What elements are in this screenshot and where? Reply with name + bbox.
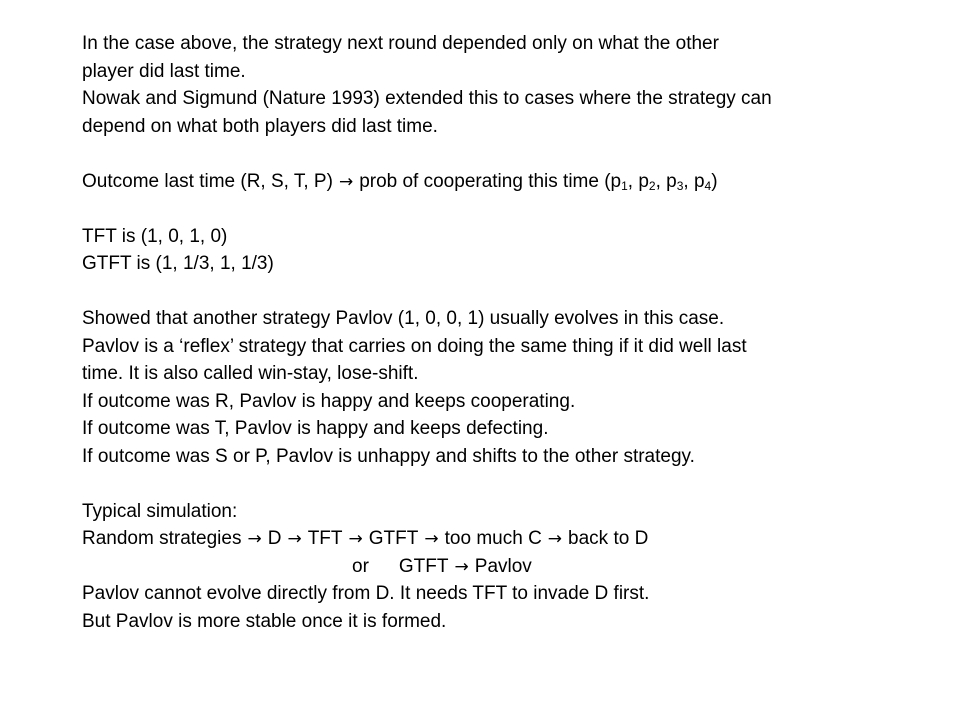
- blank-line: [82, 278, 902, 306]
- text-line: depend on what both players did last time.: [82, 115, 438, 137]
- arrow-icon: →: [247, 529, 262, 549]
- separator: , p: [655, 170, 677, 192]
- outcome-prefix: Outcome last time (R, S, T, P): [82, 170, 333, 192]
- gtft-line: GTFT is (1, 1/3, 1, 1/3): [82, 253, 274, 274]
- outcome-suffix: prob of cooperating this time (p: [359, 170, 622, 192]
- sim-step: Random strategies: [82, 528, 242, 549]
- arrow-icon: →: [348, 529, 363, 549]
- sim-step: Pavlov: [474, 555, 532, 577]
- blank-line: [82, 140, 902, 168]
- blank-line: [82, 470, 902, 498]
- arrow-icon: →: [454, 556, 469, 577]
- text-line: In the case above, the strategy next round depended only on what the other: [82, 33, 719, 54]
- text-line: But Pavlov is more stable once it is formed.: [82, 610, 447, 632]
- arrow-icon: →: [287, 529, 302, 549]
- sim-or: or: [352, 555, 369, 577]
- text-line: If outcome was T, Pavlov is happy and keeps defecting.: [82, 418, 549, 439]
- text-line: If outcome was R, Pavlov is happy and keeps cooperating.: [82, 390, 576, 412]
- text-line: time. It is also called win-stay, lose-shift.: [82, 363, 419, 384]
- sim-title: Typical simulation:: [82, 500, 238, 522]
- sim-step: TFT: [307, 528, 343, 549]
- outcome-line: [82, 168, 902, 196]
- text-line: Showed that another strategy Pavlov (1, 0, 0, 1) usually evolves in this case.: [82, 308, 725, 329]
- subscript: 2: [648, 178, 656, 193]
- arrow-icon: →: [338, 171, 354, 192]
- text-line: If outcome was S or P, Pavlov is unhappy and shifts to the other strategy.: [82, 445, 695, 467]
- subscript: 1: [621, 178, 628, 193]
- subscript: 3: [676, 178, 684, 193]
- close-paren: ): [711, 170, 718, 192]
- sim-step: too much C: [444, 528, 542, 549]
- tft-line: TFT is (1, 0, 1, 0): [82, 225, 228, 247]
- separator: , p: [683, 170, 705, 192]
- sim-step: GTFT: [368, 528, 419, 549]
- sim-line-1: [82, 525, 902, 553]
- sim-step: GTFT: [398, 555, 449, 577]
- separator: , p: [627, 170, 649, 192]
- blank-line: [82, 195, 902, 223]
- arrow-icon: →: [424, 529, 439, 549]
- text-line: Pavlov is a ‘reflex’ strategy that carries on doing the same thing if it did well last: [82, 335, 747, 357]
- text-line: Pavlov cannot evolve directly from D. It needs TFT to invade D first.: [82, 583, 650, 604]
- text-line: player did last time.: [82, 60, 246, 82]
- sim-step: back to D: [568, 528, 649, 549]
- text-line: Nowak and Sigmund (Nature 1993) extended this to cases where the strategy can: [82, 88, 772, 109]
- sim-step: D: [267, 528, 282, 549]
- slide-text-body: [82, 30, 902, 635]
- sim-line-2: [82, 553, 902, 581]
- subscript: 4: [704, 178, 712, 193]
- arrow-icon: →: [547, 529, 563, 549]
